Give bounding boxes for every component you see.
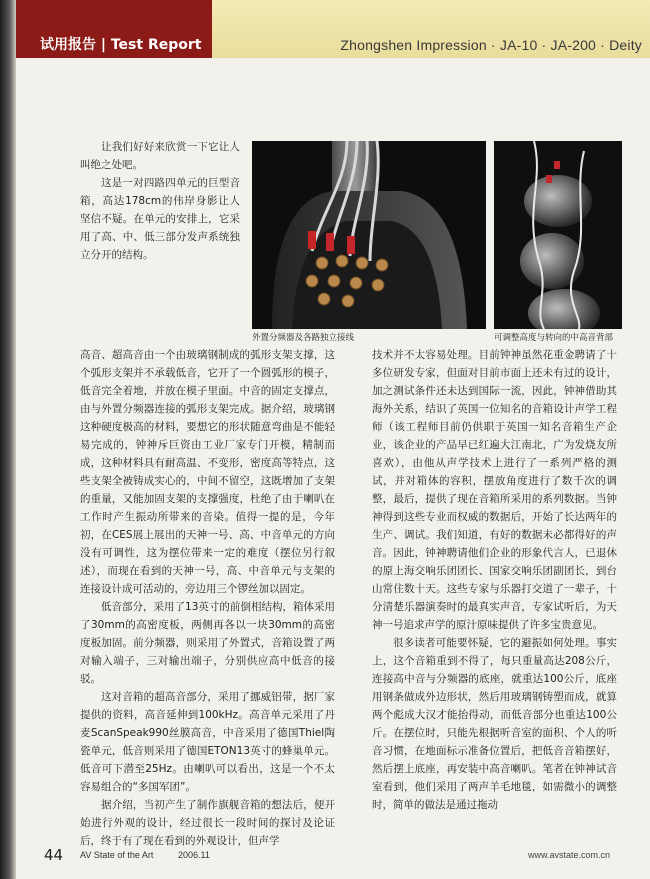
paragraph: 这是一对四路四单元的巨型音箱，高达178cm的伟岸身影让人坚信不疑。在单元的安排上，它采用了高、中、低三部分发声系统独立分开的结构。 (80, 177, 240, 261)
section-title: 试用报告 | Test Report (40, 37, 202, 53)
crossover-photo-illustration (252, 141, 486, 329)
paragraph: 技术并不太容易处理。目前钟神虽然花重金聘请了十多位研发专家，但面对目前市面上还未有过的设计，加之测试条件还未达到国际一流，因此，钟神借助其海外关系，结识了英国一位知名的音箱设计声学工程师（该工程师目前仍供职于英国一知名音箱生产企业，该企业的产品早已红遍大江南北，广为发烧友所喜欢），由他从声学技术上进行了一系列严格的测试，并对箱体的容积，摆放角度进行了数千次的调整，最后，提供了现在音箱所采用的系列数据。当钟神得到这些专业而权威的数据后，开始了长达两年的生产、调试。我们知道，有好的数据未必都得好的声音。因此，钟神聘请他们企业的形象代言人，已退休的原上海交响乐团团长、国家交响乐团副团长，到台山常住数十天。这些专家与乐器打交道了一辈子，十分清楚乐器演奏时的最真实声音，专家试听后，为天神一号追求声学的原汁原味提供了许多宝贵意见。 (372, 349, 617, 631)
photo-crossover-wiring (252, 141, 486, 329)
paragraph: 低音部分，采用了13英寸的前倒相结构，箱体采用了30mm的高密度板，两侧再各以一块30mm的高密度板加固。前分频器，则采用了外置式，音箱设置了两对输入端子，三对输出端子，分别供应高中低音的接驳。 (80, 601, 335, 685)
paragraph: 这对音箱的超高音部分，采用了挪威铝带，据厂家提供的资料，高音延伸到100kHz。高音单元采用了丹麦ScanSpeak990丝膜高音，中音采用了德国Thiel陶瓷单元，低音则采用了德国ETON13英寸的蜂巢单元。低音可下潜至25Hz。由喇叭可以看出，这是一个不太容易组合的“多国军团”。 (80, 691, 335, 793)
website-url: www.avstate.com.cn (527, 850, 610, 860)
tweeter-photo-illustration (494, 141, 622, 329)
page-binding-shadow (0, 0, 16, 879)
page-number: 44 (44, 846, 64, 864)
right-column (372, 346, 617, 814)
photo-tweeter-back (494, 141, 622, 329)
paragraph: 很多读者可能要怀疑，它的避振如何处理。事实上，这个音箱重到不得了，每只重量高达208公斤，连接高中音与分频器的底座，就重达100公斤，底座用钢条做成外边形状，然后用玻璃钢铸塑而成，就算两个彪成大汉才能抬得动，而低音部分也重达100公斤。在摆位时，只能先根据听音室的面积、个人的听音习惯，在地面标示准备位置后，把低音音箱摆好，然后摆上底座，再安装中高音喇叭。笔者在钟神试音室看到，他们采用了两声羊毛地毯，如需微小的调整时，简单的做法是通过拖动 (372, 637, 617, 811)
magazine-name: AV State of the Art (80, 850, 154, 860)
photo-caption-tweeter: 可调整高度与转向的中高音背部 (494, 333, 614, 343)
paragraph: 高音、超高音由一个由玻璃钢制成的弧形支架支撑，这个弧形支架并不承载低音，它开了一个圆弧形的模子，低音完全着地，并放在模子里面。中音的固定支撑点，由与外置分频器连接的弧形支架完成。据介绍，玻璃钢这种硬度极高的材料，要想它的形状随意弯曲是不能轻易完成的，钟神斥巨资由工业厂家专门开模，精制而成，这种材料具有耐高温、不变形，密度高等特点，这些支架全被铸成实心的，中间不留空，这既增加了支架的重量，又能加固支架的支撑强度，杜绝了由于喇叭在工作时产生振动所带来的音染。值得一提的是，今年初，在CES展上展出的天神一号、高、中音单元的方向没有可调性，这为摆位带来一定的难度（摆位另行叙述），而现在看到的天神一号，高、中音单元与支架的连接设计成可活动的，旁边用三个锣丝加以固定。 (80, 349, 335, 595)
left-column-top (80, 138, 240, 264)
left-column-bottom (80, 346, 335, 850)
paragraph: 据介绍，当初产生了制作旗舰音箱的想法后，便开始进行外观的设计，经过很长一段时间的探讨及论证后，终于有了现在看到的外观设计，但声学 (80, 799, 335, 847)
issue-date: 2006.11 (178, 850, 210, 860)
paragraph: 让我们好好来欣赏一下它让人叫绝之处吧。 (80, 141, 240, 171)
photo-caption-crossover: 外置分频器及各路独立接线 (252, 333, 355, 343)
product-title: Zhongshen Impression · JA-10 · JA-200 · Deity (340, 37, 642, 53)
